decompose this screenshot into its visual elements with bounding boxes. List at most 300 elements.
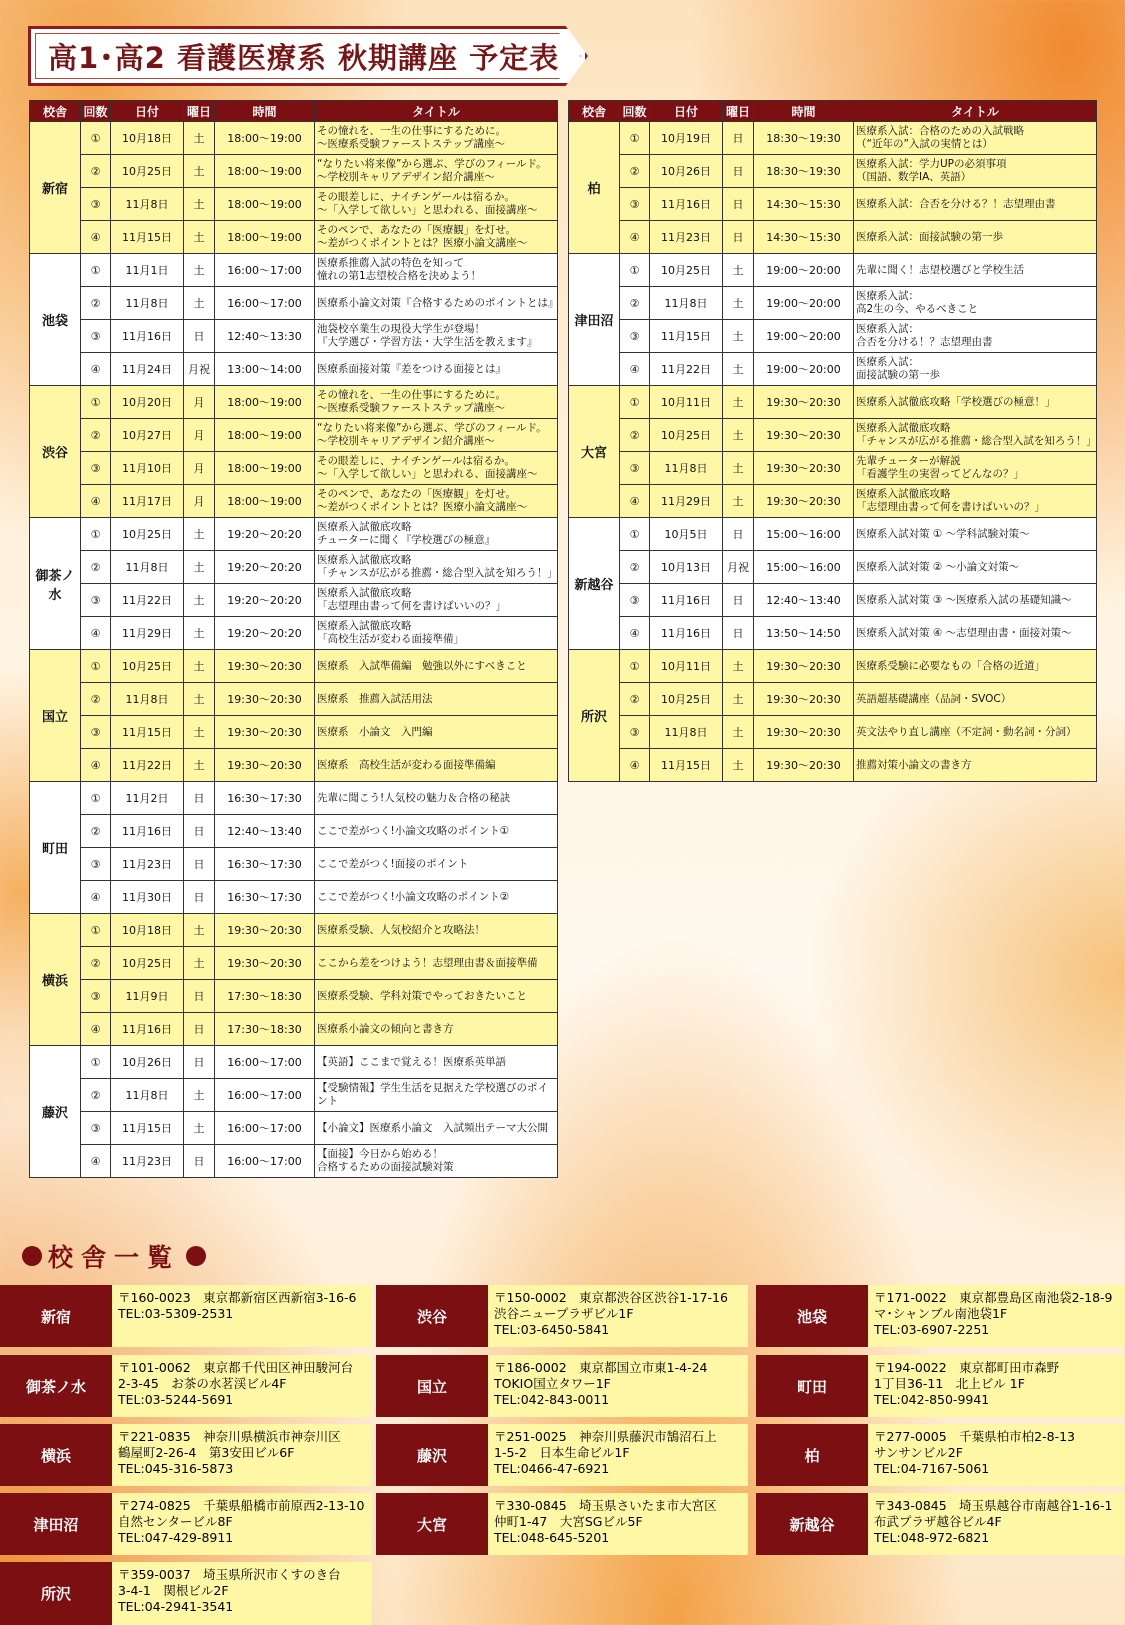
location-name: 津田沼	[0, 1493, 112, 1555]
table-row	[569, 485, 1097, 518]
session-date: 11月22日	[111, 749, 184, 782]
session-weekday: 日	[184, 848, 215, 881]
session-date: 11月15日	[111, 221, 184, 254]
session-number: ①	[81, 1046, 111, 1079]
session-number: ①	[81, 650, 111, 683]
session-time: 18:00～19:00	[215, 155, 315, 188]
session-title: 【小論文】医療系小論文 入試頻出テーマ大公開	[315, 1112, 558, 1145]
session-number: ④	[620, 485, 650, 518]
session-time: 16:00～17:00	[215, 254, 315, 287]
session-number: ②	[620, 419, 650, 452]
session-number: ③	[81, 848, 111, 881]
location-address: 〒171-0022 東京都豊島区南池袋2-18-9 マ･シャンブル南池袋1F TEL:03-6907-2251	[868, 1285, 1125, 1347]
school-name: 新越谷	[569, 518, 620, 650]
session-weekday: 土	[723, 254, 754, 287]
session-title: 医療系入試：面接試験の第一歩	[854, 221, 1097, 254]
session-number: ③	[620, 188, 650, 221]
session-weekday: 日	[723, 617, 754, 650]
location-card	[756, 1493, 1125, 1555]
session-title: 先輩チューターが解説 「看護学生の実習ってどんなの？」	[854, 452, 1097, 485]
table-row	[569, 518, 1097, 551]
table-row	[569, 353, 1097, 386]
header-school: 校舎	[569, 101, 620, 122]
session-date: 11月22日	[650, 353, 723, 386]
school-name: 新宿	[30, 122, 81, 254]
session-date: 11月16日	[650, 584, 723, 617]
session-time: 16:00～17:00	[215, 1112, 315, 1145]
school-name: 国立	[30, 650, 81, 782]
table-row	[569, 617, 1097, 650]
table-row	[30, 1046, 558, 1079]
session-date: 11月16日	[111, 1013, 184, 1046]
session-weekday: 土	[723, 485, 754, 518]
session-time: 19:30～20:30	[754, 650, 854, 683]
session-number: ①	[81, 386, 111, 419]
session-date: 11月22日	[111, 584, 184, 617]
session-time: 18:30～19:30	[754, 122, 854, 155]
session-time: 19:30～20:30	[754, 716, 854, 749]
location-name: 横浜	[0, 1424, 112, 1486]
location-name: 国立	[376, 1355, 488, 1417]
session-number: ④	[81, 749, 111, 782]
table-row	[30, 1013, 558, 1046]
session-title: その眼差しに、ナイチンゲールは宿るか。 ～「入学して欲しい」と思われる、面接講座～	[315, 452, 558, 485]
session-time: 19:20～20:20	[215, 617, 315, 650]
session-title: “なりたい将来像”から選ぶ、学びのフィールド。 ～学校別キャリアデザイン紹介講座～	[315, 419, 558, 452]
session-number: ②	[620, 551, 650, 584]
table-row	[569, 650, 1097, 683]
session-title: 医療系入試徹底攻略 チューターに聞く『学校選びの極意』	[315, 518, 558, 551]
school-name: 柏	[569, 122, 620, 254]
session-date: 11月15日	[111, 716, 184, 749]
session-date: 10月25日	[111, 947, 184, 980]
session-number: ③	[81, 980, 111, 1013]
session-date: 10月11日	[650, 386, 723, 419]
header-day: 曜日	[184, 101, 215, 122]
session-weekday: 月	[184, 419, 215, 452]
header-session: 回数	[81, 101, 111, 122]
session-time: 19:30～20:30	[215, 716, 315, 749]
session-time: 16:00～17:00	[215, 1145, 315, 1178]
session-date: 10月26日	[111, 1046, 184, 1079]
session-number: ①	[620, 254, 650, 287]
table-row	[30, 1145, 558, 1178]
session-weekday: 土	[723, 452, 754, 485]
session-time: 19:20～20:20	[215, 551, 315, 584]
location-name: 柏	[756, 1424, 868, 1486]
session-time: 12:40～13:40	[215, 815, 315, 848]
session-time: 18:00～19:00	[215, 452, 315, 485]
session-date: 11月24日	[111, 353, 184, 386]
session-title: 医療系 高校生活が変わる面接準備編	[315, 749, 558, 782]
session-title: 池袋校卒業生の現役大学生が登場！ 『大学選び・学習方法・大学生活を教えます』	[315, 320, 558, 353]
session-weekday: 日	[184, 1145, 215, 1178]
table-row	[30, 947, 558, 980]
session-title: その眼差しに、ナイチンゲールは宿るか。 ～「入学して欲しい」と思われる、面接講座～	[315, 188, 558, 221]
session-time: 19:30～20:30	[215, 947, 315, 980]
locations-heading	[16, 1238, 212, 1274]
location-card	[0, 1355, 372, 1417]
session-weekday: 土	[184, 749, 215, 782]
session-number: ④	[81, 353, 111, 386]
session-weekday: 日	[184, 980, 215, 1013]
session-time: 18:00～19:00	[215, 221, 315, 254]
table-row	[569, 287, 1097, 320]
session-weekday: 土	[184, 122, 215, 155]
session-weekday: 月	[184, 386, 215, 419]
session-time: 18:30～19:30	[754, 155, 854, 188]
locations-heading-text: 校舎一覧	[48, 1243, 181, 1272]
session-time: 19:30～20:30	[215, 650, 315, 683]
table-row	[30, 254, 558, 287]
session-date: 11月30日	[111, 881, 184, 914]
session-title: 医療系小論文対策『合格するためのポイントとは』	[315, 287, 558, 320]
school-name: 御茶ノ水	[30, 518, 81, 650]
session-title: 英文法やり直し講座（不定詞・動名詞・分詞）	[854, 716, 1097, 749]
session-date: 11月23日	[111, 1145, 184, 1178]
session-weekday: 日	[723, 584, 754, 617]
location-address: 〒150-0002 東京都渋谷区渋谷1-17-16 渋谷ニュープラザビル1F TEL:03-6450-5841	[488, 1285, 748, 1347]
session-number: ④	[81, 485, 111, 518]
session-weekday: 土	[723, 320, 754, 353]
location-card	[376, 1355, 748, 1417]
session-number: ③	[81, 320, 111, 353]
session-date: 11月8日	[650, 287, 723, 320]
table-row	[30, 221, 558, 254]
table-row	[30, 188, 558, 221]
table-row	[569, 749, 1097, 782]
schedule-table-right	[568, 100, 1097, 782]
session-number: ②	[81, 155, 111, 188]
session-number: ④	[620, 353, 650, 386]
session-title: その憧れを、一生の仕事にするために。 ～医療系受験ファーストステップ講座～	[315, 386, 558, 419]
session-weekday: 土	[723, 287, 754, 320]
location-address: 〒277-0005 千葉県柏市柏2-8-13 サンサンビル2F TEL:04-7167-5061	[868, 1424, 1125, 1486]
session-weekday: 土	[723, 353, 754, 386]
location-address: 〒194-0022 東京都町田市森野 1丁目36-11 北上ビル 1F TEL:042-850-9941	[868, 1355, 1125, 1417]
session-weekday: 日	[723, 221, 754, 254]
session-title: 医療系入試徹底攻略 「志望理由書って何を書けばいいの？」	[315, 584, 558, 617]
session-weekday: 日	[184, 1013, 215, 1046]
session-time: 16:30～17:30	[215, 782, 315, 815]
header-title: タイトル	[315, 101, 558, 122]
session-date: 11月10日	[111, 452, 184, 485]
table-row	[30, 452, 558, 485]
location-address: 〒359-0037 埼玉県所沢市くすのき台 3-4-1 関根ビル2F TEL:04-2941-3541	[112, 1562, 372, 1625]
session-number: ④	[620, 221, 650, 254]
session-time: 19:30～20:30	[754, 485, 854, 518]
session-number: ④	[81, 617, 111, 650]
session-time: 17:30～18:30	[215, 980, 315, 1013]
header-time: 時間	[754, 101, 854, 122]
session-number: ②	[81, 419, 111, 452]
session-weekday: 土	[184, 650, 215, 683]
session-weekday: 土	[184, 518, 215, 551]
session-title: 医療系入試対策 ① ～学科試験対策～	[854, 518, 1097, 551]
session-number: ③	[620, 320, 650, 353]
session-time: 13:50～14:50	[754, 617, 854, 650]
session-title: 医療系入試徹底攻略 「志望理由書って何を書けばいいの？」	[854, 485, 1097, 518]
session-number: ④	[620, 749, 650, 782]
location-card	[756, 1285, 1125, 1347]
page-title: 高1･高2 看護医療系 秋期講座 予定表	[48, 41, 560, 75]
session-date: 10月26日	[650, 155, 723, 188]
session-number: ③	[620, 452, 650, 485]
location-card	[376, 1424, 748, 1486]
table-row	[569, 188, 1097, 221]
school-name: 所沢	[569, 650, 620, 782]
session-title: 医療系入試対策 ④ ～志望理由書・面接対策～	[854, 617, 1097, 650]
table-row	[30, 353, 558, 386]
school-name: 津田沼	[569, 254, 620, 386]
session-date: 11月15日	[111, 1112, 184, 1145]
table-row	[30, 617, 558, 650]
session-time: 19:20～20:20	[215, 518, 315, 551]
session-time: 19:30～20:30	[215, 914, 315, 947]
table-row	[30, 749, 558, 782]
location-card	[0, 1562, 372, 1625]
session-number: ②	[81, 1079, 111, 1112]
location-card	[376, 1493, 748, 1555]
session-weekday: 土	[723, 749, 754, 782]
table-row	[30, 683, 558, 716]
session-time: 18:00～19:00	[215, 122, 315, 155]
session-number: ③	[620, 716, 650, 749]
school-name: 町田	[30, 782, 81, 914]
session-title: 医療系受験に必要なもの「合格の近道」	[854, 650, 1097, 683]
session-title: ここで差がつく!小論文攻略のポイント②	[315, 881, 558, 914]
location-name: 御茶ノ水	[0, 1355, 112, 1417]
session-weekday: 日	[184, 881, 215, 914]
session-weekday: 月祝	[184, 353, 215, 386]
session-time: 19:30～20:30	[754, 683, 854, 716]
table-row	[569, 584, 1097, 617]
session-number: ②	[81, 815, 111, 848]
location-address: 〒101-0062 東京都千代田区神田駿河台 2-3-45 お茶の水茗渓ビル4F TEL:03-5244-5691	[112, 1355, 372, 1417]
bullet-icon	[186, 1246, 206, 1266]
session-number: ②	[620, 155, 650, 188]
session-number: ②	[620, 287, 650, 320]
session-weekday: 土	[723, 419, 754, 452]
session-title: 【面接】今日から始める！ 合格するための面接試験対策	[315, 1145, 558, 1178]
table-row	[30, 1079, 558, 1112]
session-time: 18:00～19:00	[215, 419, 315, 452]
location-card	[756, 1424, 1125, 1486]
location-name: 藤沢	[376, 1424, 488, 1486]
session-title: “なりたい将来像”から選ぶ、学びのフィールド。 ～学校別キャリアデザイン紹介講座～	[315, 155, 558, 188]
table-row	[30, 551, 558, 584]
session-date: 11月8日	[111, 1079, 184, 1112]
session-date: 11月9日	[111, 980, 184, 1013]
session-number: ②	[81, 947, 111, 980]
table-row	[569, 452, 1097, 485]
table-row	[30, 584, 558, 617]
session-number: ④	[620, 617, 650, 650]
location-name: 町田	[756, 1355, 868, 1417]
header-session: 回数	[620, 101, 650, 122]
session-date: 11月8日	[650, 716, 723, 749]
session-number: ④	[81, 1013, 111, 1046]
location-card	[376, 1285, 748, 1347]
session-weekday: 日	[184, 320, 215, 353]
session-weekday: 土	[184, 683, 215, 716]
session-time: 19:30～20:30	[754, 419, 854, 452]
location-name: 新宿	[0, 1285, 112, 1347]
session-title: 医療系 入試準備編 勉強以外にすべきこと	[315, 650, 558, 683]
session-title: 医療系受験、学科対策でやっておきたいこと	[315, 980, 558, 1013]
table-row	[30, 848, 558, 881]
session-date: 11月29日	[650, 485, 723, 518]
session-weekday: 土	[184, 188, 215, 221]
session-date: 10月19日	[650, 122, 723, 155]
session-weekday: 日	[723, 188, 754, 221]
session-weekday: 土	[184, 254, 215, 287]
session-time: 19:30～20:30	[754, 452, 854, 485]
session-title: 【英語】ここまで覚える！医療系英単語	[315, 1046, 558, 1079]
table-row	[30, 716, 558, 749]
session-time: 19:00～20:00	[754, 287, 854, 320]
table-row	[30, 320, 558, 353]
table-row	[30, 122, 558, 155]
session-time: 19:30～20:30	[754, 386, 854, 419]
session-date: 10月20日	[111, 386, 184, 419]
session-title: 医療系受験、人気校紹介と攻略法！	[315, 914, 558, 947]
session-date: 11月8日	[111, 683, 184, 716]
session-date: 10月25日	[650, 254, 723, 287]
session-weekday: 日	[723, 122, 754, 155]
session-number: ②	[81, 287, 111, 320]
header-row	[30, 101, 558, 122]
session-date: 11月8日	[111, 188, 184, 221]
location-address: 〒274-0825 千葉県船橋市前原西2-13-10 自然センタービル8F TEL:047-429-8911	[112, 1493, 372, 1555]
session-date: 10月25日	[111, 650, 184, 683]
session-time: 19:30～20:30	[754, 749, 854, 782]
header-time: 時間	[215, 101, 315, 122]
location-card	[756, 1355, 1125, 1417]
session-date: 11月2日	[111, 782, 184, 815]
session-number: ③	[620, 584, 650, 617]
header-title: タイトル	[854, 101, 1097, 122]
session-number: ①	[81, 914, 111, 947]
location-address: 〒160-0023 東京都新宿区西新宿3-16-6 TEL:03-5309-2531	[112, 1285, 372, 1347]
session-weekday: 月	[184, 485, 215, 518]
session-date: 10月25日	[650, 683, 723, 716]
location-name: 池袋	[756, 1285, 868, 1347]
table-row	[30, 881, 558, 914]
session-weekday: 日	[723, 518, 754, 551]
session-date: 10月25日	[650, 419, 723, 452]
session-title: そのペンで、あなたの「医療観」を灯せ。 ～差がつくポイントとは？医療小論文講座～	[315, 485, 558, 518]
session-weekday: 土	[184, 947, 215, 980]
table-row	[569, 320, 1097, 353]
session-weekday: 土	[184, 287, 215, 320]
session-time: 13:00～14:00	[215, 353, 315, 386]
session-title: 医療系 推薦入試活用法	[315, 683, 558, 716]
session-weekday: 日	[723, 155, 754, 188]
session-weekday: 土	[184, 617, 215, 650]
session-date: 11月17日	[111, 485, 184, 518]
session-number: ①	[620, 122, 650, 155]
session-date: 11月8日	[111, 551, 184, 584]
school-name: 渋谷	[30, 386, 81, 518]
session-time: 14:30～15:30	[754, 221, 854, 254]
table-row	[569, 716, 1097, 749]
session-number: ②	[620, 683, 650, 716]
session-weekday: 土	[184, 1112, 215, 1145]
bullet-icon	[22, 1246, 42, 1266]
session-number: ②	[81, 683, 111, 716]
session-date: 11月1日	[111, 254, 184, 287]
session-date: 11月15日	[650, 749, 723, 782]
table-row	[30, 485, 558, 518]
session-time: 15:00～16:00	[754, 551, 854, 584]
session-date: 10月18日	[111, 122, 184, 155]
table-row	[569, 122, 1097, 155]
session-date: 11月8日	[111, 287, 184, 320]
schedule-table-left	[29, 100, 558, 1178]
session-title: 医療系面接対策『差をつける面接とは』	[315, 353, 558, 386]
table-row	[569, 254, 1097, 287]
table-row	[569, 419, 1097, 452]
session-date: 10月25日	[111, 155, 184, 188]
school-name: 大宮	[569, 386, 620, 518]
table-row	[30, 419, 558, 452]
session-title: 医療系小論文の傾向と書き方	[315, 1013, 558, 1046]
session-title: 先輩に聞こう!人気校の魅力＆合格の秘訣	[315, 782, 558, 815]
location-name: 大宮	[376, 1493, 488, 1555]
session-title: 医療系入試徹底攻略 「チャンスが広がる推薦・総合型入試を知ろう！」	[315, 551, 558, 584]
session-date: 11月16日	[650, 188, 723, 221]
session-number: ③	[81, 716, 111, 749]
session-date: 11月16日	[111, 815, 184, 848]
session-date: 11月16日	[650, 617, 723, 650]
session-number: ③	[81, 188, 111, 221]
session-weekday: 日	[184, 782, 215, 815]
session-number: ④	[81, 221, 111, 254]
session-title: 医療系入試対策 ③ ～医療系入試の基礎知識～	[854, 584, 1097, 617]
session-title: 医療系入試徹底攻略 「チャンスが広がる推薦・総合型入試を知ろう！」	[854, 419, 1097, 452]
location-name: 新越谷	[756, 1493, 868, 1555]
session-title: 医療系推薦入試の特色を知って 憧れの第1志望校合格を決めよう！	[315, 254, 558, 287]
session-title: 医療系入試対策 ② ～小論文対策～	[854, 551, 1097, 584]
session-title: その憧れを、一生の仕事にするために。 ～医療系受験ファーストステップ講座～	[315, 122, 558, 155]
table-row	[569, 386, 1097, 419]
table-row	[30, 155, 558, 188]
location-name: 渋谷	[376, 1285, 488, 1347]
session-number: ①	[620, 386, 650, 419]
session-date: 10月25日	[111, 518, 184, 551]
session-time: 18:00～19:00	[215, 485, 315, 518]
session-weekday: 土	[184, 1079, 215, 1112]
table-row	[30, 518, 558, 551]
session-weekday: 土	[184, 914, 215, 947]
session-time: 18:00～19:00	[215, 188, 315, 221]
header-row	[569, 101, 1097, 122]
location-card	[0, 1493, 372, 1555]
school-name: 池袋	[30, 254, 81, 386]
session-weekday: 日	[184, 815, 215, 848]
session-title: 医療系入試徹底攻略「学校選びの極意！」	[854, 386, 1097, 419]
table-row	[30, 782, 558, 815]
session-title: 医療系入試： 高2生の今、やるべきこと	[854, 287, 1097, 320]
location-address: 〒251-0025 神奈川県藤沢市鵠沼石上 1-5-2 日本生命ビル1F TEL:0466-47-6921	[488, 1424, 748, 1486]
session-weekday: 土	[723, 650, 754, 683]
session-date: 11月16日	[111, 320, 184, 353]
session-title: ここから差をつけよう！志望理由書＆面接準備	[315, 947, 558, 980]
session-weekday: 土	[184, 221, 215, 254]
header-date: 日付	[111, 101, 184, 122]
session-weekday: 土	[723, 683, 754, 716]
